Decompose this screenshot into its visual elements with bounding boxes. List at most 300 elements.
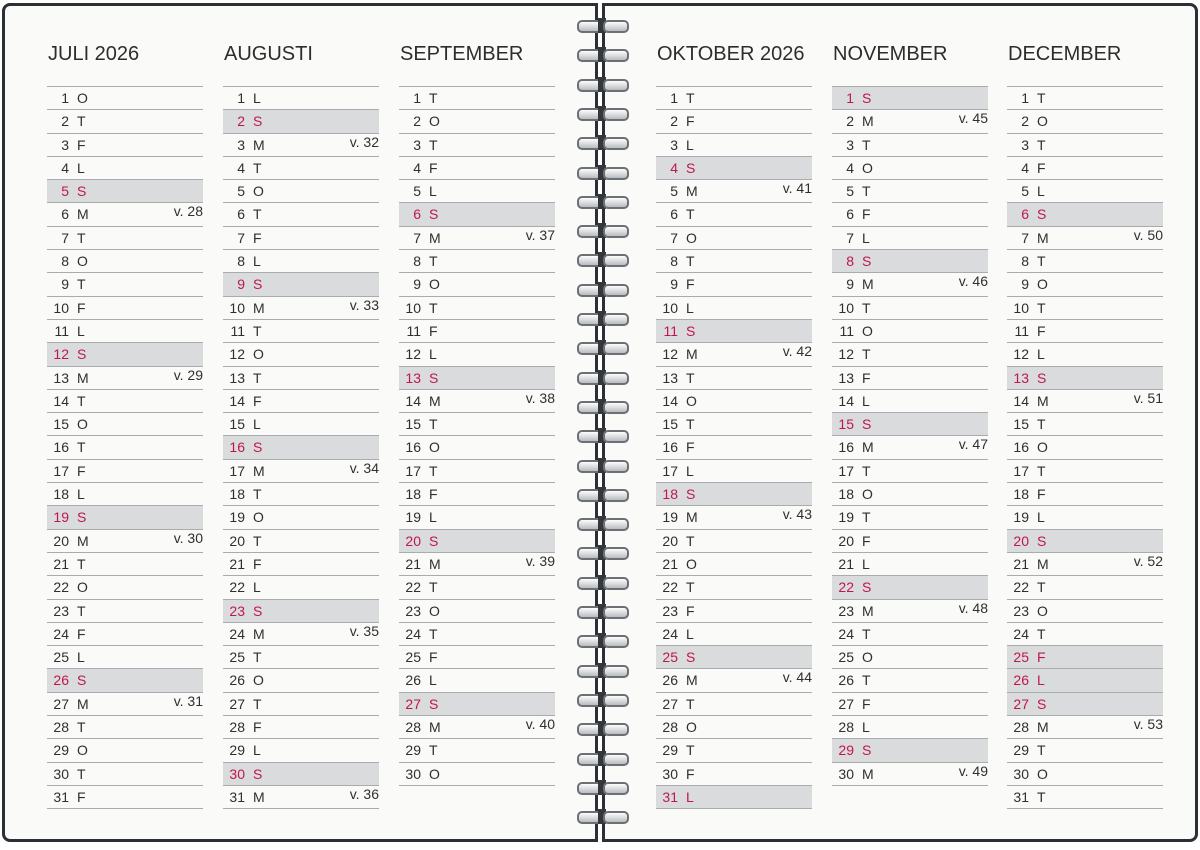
day-row [656,693,812,716]
day-row [656,180,812,203]
day-number: 11 [230,322,245,339]
day-number: 25 [405,649,421,666]
weekday-letter: O [1037,113,1048,130]
day-row [47,390,203,413]
day-number: 24 [405,625,421,642]
spiral-coil [576,780,628,796]
day-number: 18 [838,486,854,503]
day-number: 1 [413,90,421,106]
weekday-letter: T [862,183,871,200]
day-number: 20 [838,532,854,549]
day-row [223,646,379,669]
day-row [656,623,812,646]
day-row [1007,693,1163,716]
day-row [1007,87,1163,110]
day-row [1007,576,1163,599]
weekday-letter: O [429,439,440,456]
day-row [47,87,203,110]
day-row [1007,250,1163,273]
weekday-letter: O [77,253,88,270]
day-row [47,227,203,250]
weekday-letter: S [1037,532,1047,549]
spiral-coil [576,604,628,620]
day-row [832,297,988,320]
day-row [47,786,203,809]
day-number: 5 [413,183,421,200]
day-row [399,297,555,320]
day-row [832,180,988,203]
day-row [1007,600,1163,623]
day-row [656,227,812,250]
weekday-letter: S [253,439,263,456]
day-row [399,436,555,459]
day-number: 7 [846,229,854,246]
weekday-letter: S [77,183,87,200]
day-row [223,273,379,296]
day-number: 2 [237,113,245,130]
day-number: 5 [846,183,854,200]
weekday-letter: M [1037,555,1049,572]
day-number: 26 [838,672,854,689]
day-row [832,739,988,762]
weekday-letter: T [1037,136,1046,153]
day-number: 16 [53,439,69,456]
day-row [1007,180,1163,203]
day-row [223,576,379,599]
day-row [832,669,988,692]
day-number: 11 [663,322,678,339]
day-number: 30 [405,765,421,782]
week-number: v. 29 [173,366,203,383]
spiral-coil [576,516,628,532]
day-row [223,250,379,273]
day-row [399,693,555,716]
weekday-letter: T [686,416,695,433]
weekday-letter: T [253,159,262,176]
spiral-coil [576,18,628,34]
weekday-letter: M [429,392,441,409]
day-number: 13 [229,369,245,386]
day-number: 30 [1013,765,1029,782]
day-number: 31 [662,788,678,805]
weekday-letter: L [1037,672,1045,689]
weekday-letter: T [77,439,86,456]
day-number: 17 [1013,462,1029,479]
day-row [832,413,988,436]
day-row [832,553,988,576]
day-number: 11 [54,322,69,339]
day-row [223,87,379,110]
weekday-letter: L [862,229,870,246]
weekday-letter: L [862,555,870,572]
week-number: v. 36 [349,785,379,802]
weekday-letter: O [253,672,264,689]
weekday-letter: L [1037,509,1045,526]
weekday-letter: T [686,579,695,596]
day-number: 29 [838,742,854,759]
day-row [223,413,379,436]
day-row [656,390,812,413]
day-number: 20 [662,532,678,549]
weekday-letter: T [77,113,86,130]
day-number: 10 [229,299,245,316]
weekday-letter: S [686,649,696,666]
day-row [223,623,379,646]
day-number: 15 [405,416,421,433]
day-list [656,86,812,809]
day-number: 21 [405,555,421,572]
day-number: 30 [662,765,678,782]
weekday-letter: T [1037,299,1046,316]
day-number: 10 [53,299,69,316]
day-row [1007,763,1163,786]
day-number: 27 [53,695,69,712]
day-row [832,646,988,669]
spiral-coil [576,633,628,649]
day-row [399,763,555,786]
week-number: v. 43 [782,506,812,523]
day-number: 9 [237,276,245,293]
day-row [399,483,555,506]
day-row [399,134,555,157]
weekday-letter: F [862,532,871,549]
weekday-letter: L [77,322,85,339]
weekday-letter: F [77,788,86,805]
day-row [656,413,812,436]
day-row [47,669,203,692]
day-row [1007,436,1163,459]
week-number: v. 28 [173,203,203,220]
day-number: 8 [1021,253,1029,270]
spiral-coil [576,194,628,210]
day-row [223,530,379,553]
day-row [1007,343,1163,366]
day-row [399,367,555,390]
day-number: 17 [53,462,69,479]
day-number: 2 [670,113,678,130]
day-row [47,273,203,296]
day-number: 7 [413,229,421,246]
day-row [656,250,812,273]
day-number: 16 [838,439,854,456]
day-number: 8 [846,253,854,270]
day-number: 14 [838,392,854,409]
weekday-letter: F [429,322,438,339]
day-number: 26 [53,672,69,689]
day-number: 14 [1013,392,1029,409]
weekday-letter: F [77,136,86,153]
weekday-letter: T [1037,253,1046,270]
weekday-letter: F [253,555,262,572]
day-number: 9 [61,276,69,293]
weekday-letter: S [253,276,263,293]
weekday-letter: M [253,462,265,479]
day-number: 15 [229,416,245,433]
day-number: 1 [237,90,245,106]
day-row [656,110,812,133]
weekday-letter: O [429,276,440,293]
day-number: 11 [406,322,421,339]
spiral-coil [576,77,628,93]
weekday-letter: F [686,276,695,293]
weekday-letter: L [429,346,437,363]
day-number: 3 [670,136,678,153]
spiral-coil [576,809,628,825]
spiral-coil [576,545,628,561]
weekday-letter: S [862,90,872,106]
weekday-letter: T [429,136,438,153]
day-row [399,553,555,576]
day-number: 18 [662,486,678,503]
day-row [223,390,379,413]
weekday-letter: L [429,183,437,200]
weekday-letter: T [429,579,438,596]
day-row [656,460,812,483]
week-number: v. 46 [958,273,988,290]
spiral-coil [576,458,628,474]
weekday-letter: S [429,695,439,712]
day-row [656,786,812,809]
day-row [1007,134,1163,157]
day-number: 6 [1021,206,1029,223]
spiral-coil [576,428,628,444]
day-number: 13 [53,369,69,386]
weekday-letter: T [686,532,695,549]
day-number: 5 [237,183,245,200]
day-number: 17 [662,462,678,479]
day-number: 25 [229,649,245,666]
weekday-letter: T [429,90,438,106]
weekday-letter: O [1037,602,1048,619]
day-number: 9 [1021,276,1029,293]
weekday-letter: M [686,346,698,363]
day-number: 29 [405,742,421,759]
day-number: 1 [1021,90,1029,106]
week-number: v. 51 [1133,389,1163,406]
weekday-letter: O [429,602,440,619]
day-row [399,203,555,226]
day-number: 8 [670,253,678,270]
day-list [223,86,379,809]
weekday-letter: L [77,486,85,503]
week-number: v. 35 [349,622,379,639]
day-row [47,693,203,716]
day-row [656,367,812,390]
day-row [832,343,988,366]
weekday-letter: T [253,649,262,666]
day-number: 15 [662,416,678,433]
day-number: 23 [662,602,678,619]
weekday-letter: L [77,649,85,666]
weekday-letter: O [686,719,697,736]
day-row [47,576,203,599]
day-number: 3 [237,136,245,153]
weekday-letter: S [77,346,87,363]
weekday-letter: T [686,695,695,712]
weekday-letter: T [429,299,438,316]
week-number: v. 44 [782,669,812,686]
day-number: 26 [662,672,678,689]
month-title: SEPTEMBER [400,43,524,65]
left-page [2,3,598,842]
weekday-letter: S [686,159,696,176]
day-number: 10 [1013,299,1029,316]
day-number: 1 [670,90,678,106]
weekday-letter: T [77,719,86,736]
day-number: 10 [838,299,854,316]
weekday-letter: F [429,159,438,176]
day-row [47,134,203,157]
day-number: 12 [405,346,421,363]
weekday-letter: S [862,742,872,759]
spiral-coil [576,47,628,63]
day-row [832,530,988,553]
week-number: v. 41 [782,180,812,197]
day-number: 12 [662,346,678,363]
day-row [47,203,203,226]
day-row [223,343,379,366]
day-number: 25 [53,649,69,666]
spiral-coil [576,692,628,708]
day-number: 27 [229,695,245,712]
day-number: 25 [662,649,678,666]
weekday-letter: M [686,509,698,526]
day-row [656,134,812,157]
spiral-coil [576,223,628,239]
day-list [399,86,555,786]
month-column [399,43,555,782]
day-row [223,110,379,133]
spiral-coil [576,663,628,679]
day-number: 20 [405,532,421,549]
weekday-letter: T [1037,462,1046,479]
weekday-letter: L [862,719,870,736]
day-number: 17 [838,462,854,479]
day-row [47,530,203,553]
weekday-letter: M [1037,719,1049,736]
day-number: 14 [229,392,245,409]
day-number: 3 [1021,136,1029,153]
day-row [223,693,379,716]
day-list [47,86,203,809]
spiral-coil [576,282,628,298]
weekday-letter: O [862,649,873,666]
day-number: 29 [662,742,678,759]
day-row [832,273,988,296]
day-number: 4 [237,159,245,176]
day-number: 4 [670,159,678,176]
day-number: 19 [662,509,678,526]
weekday-letter: L [253,90,261,106]
weekday-letter: O [862,159,873,176]
day-number: 23 [405,602,421,619]
weekday-letter: T [686,253,695,270]
spiral-coil [576,751,628,767]
day-number: 8 [413,253,421,270]
weekday-letter: L [1037,346,1045,363]
day-row [656,669,812,692]
day-number: 16 [662,439,678,456]
weekday-letter: O [1037,276,1048,293]
day-row [47,623,203,646]
day-row [399,530,555,553]
day-row [399,413,555,436]
weekday-letter: M [77,206,89,223]
day-number: 8 [61,253,69,270]
weekday-letter: T [77,392,86,409]
week-number: v. 47 [958,436,988,453]
day-number: 22 [838,579,854,596]
day-row [47,436,203,459]
day-number: 28 [229,719,245,736]
day-number: 19 [838,509,854,526]
spiral-binding [576,8,628,840]
day-row [656,576,812,599]
day-row [832,763,988,786]
weekday-letter: F [253,392,262,409]
day-number: 30 [229,765,245,782]
day-row [47,343,203,366]
day-number: 8 [237,253,245,270]
day-row [223,739,379,762]
week-number: v. 34 [349,459,379,476]
day-row [656,436,812,459]
day-row [832,87,988,110]
day-number: 1 [846,90,854,106]
weekday-letter: F [1037,159,1046,176]
day-number: 12 [229,346,245,363]
day-number: 2 [846,113,854,130]
day-row [399,646,555,669]
day-number: 12 [838,346,854,363]
weekday-letter: L [1037,183,1045,200]
weekday-letter: O [686,392,697,409]
weekday-letter: L [686,136,694,153]
weekday-letter: L [77,159,85,176]
spiral-coil [576,487,628,503]
day-number: 7 [61,229,69,246]
day-number: 14 [662,392,678,409]
day-row [223,436,379,459]
day-number: 23 [229,602,245,619]
day-row [223,134,379,157]
day-number: 28 [405,719,421,736]
weekday-letter: L [862,392,870,409]
day-number: 28 [838,719,854,736]
weekday-letter: S [429,369,439,386]
day-row [223,180,379,203]
day-number: 5 [670,183,678,200]
weekday-letter: L [429,509,437,526]
day-number: 5 [61,183,69,200]
day-row [399,250,555,273]
weekday-letter: M [253,136,265,153]
weekday-letter: O [862,322,873,339]
day-number: 22 [662,579,678,596]
weekday-letter: T [1037,625,1046,642]
month-column [832,43,988,782]
day-row [1007,646,1163,669]
day-row [1007,413,1163,436]
day-number: 29 [229,742,245,759]
day-row [1007,367,1163,390]
day-row [399,227,555,250]
weekday-letter: M [429,719,441,736]
day-number: 27 [1013,695,1029,712]
weekday-letter: T [1037,788,1046,805]
day-row [1007,273,1163,296]
weekday-letter: T [429,625,438,642]
